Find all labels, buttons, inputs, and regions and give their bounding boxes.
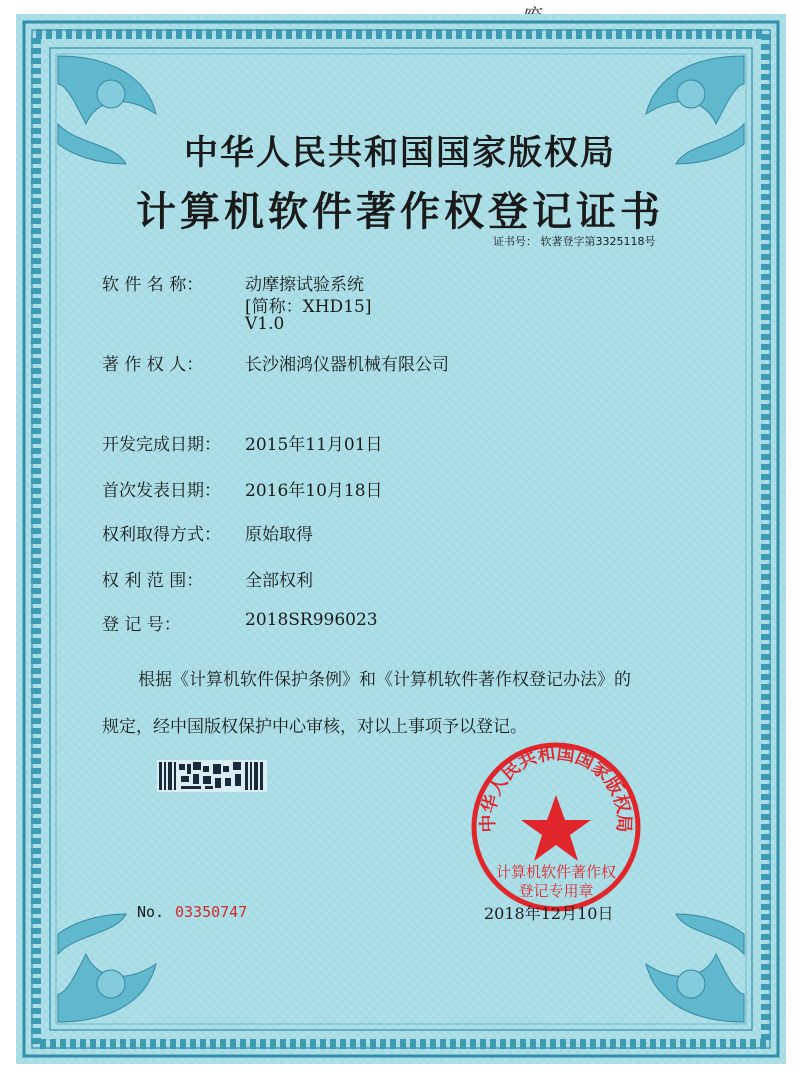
certificate-title: 计算机软件著作权登记证书 bbox=[136, 188, 664, 235]
corner-ornament-bottom-right bbox=[646, 914, 744, 1022]
corner-ornament-bottom-left bbox=[58, 914, 156, 1022]
software-name: 动摩擦试验系统 bbox=[245, 275, 364, 295]
seal-ring-text: 中华人民共和国国家版权局 bbox=[477, 742, 635, 833]
official-seal bbox=[466, 737, 646, 917]
rights-scope: 全部权利 bbox=[245, 571, 313, 591]
pub-date: 2016年10月18日 bbox=[245, 481, 383, 501]
acquire-method: 原始取得 bbox=[245, 525, 313, 545]
certificate-number: 证书号： 软著登字第3325118号 bbox=[493, 235, 656, 248]
acquire-label: 权利取得方式： bbox=[102, 525, 221, 545]
scope-label: 权 利 范 围： bbox=[102, 571, 204, 591]
statement-line-1: 根据《计算机软件保护条例》和《计算机软件著作权登记办法》的 bbox=[138, 670, 631, 690]
pub-date-label: 首次发表日期： bbox=[102, 481, 221, 501]
software-short-name: [简称：XHD15] bbox=[245, 297, 372, 317]
registration-label: 登 记 号： bbox=[102, 615, 181, 635]
software-version: V1.0 bbox=[245, 314, 285, 334]
registration-number: 2018SR996023 bbox=[245, 610, 378, 630]
seal-line-2: 登记专用章 bbox=[518, 884, 594, 900]
authority-title: 中华人民共和国国家版权局 bbox=[184, 133, 616, 173]
qr-barcode bbox=[157, 760, 267, 792]
serial-no-value: 03350747 bbox=[175, 903, 248, 921]
copyright-owner: 长沙湘鸿仪器机械有限公司 bbox=[245, 355, 449, 375]
seal-line-1: 计算机软件著作权 bbox=[495, 865, 617, 881]
dev-date-label: 开发完成日期： bbox=[102, 435, 221, 455]
software-name-label: 软 件 名 称： bbox=[102, 275, 204, 295]
dev-date: 2015年11月01日 bbox=[245, 435, 383, 455]
copyright-owner-label: 著 作 权 人： bbox=[102, 355, 204, 375]
serial-no-label: No. bbox=[137, 903, 165, 921]
issue-date: 2018年12月10日 bbox=[484, 904, 614, 923]
statement-line-2: 规定，经中国版权保护中心审核，对以上事项予以登记。 bbox=[102, 717, 527, 737]
